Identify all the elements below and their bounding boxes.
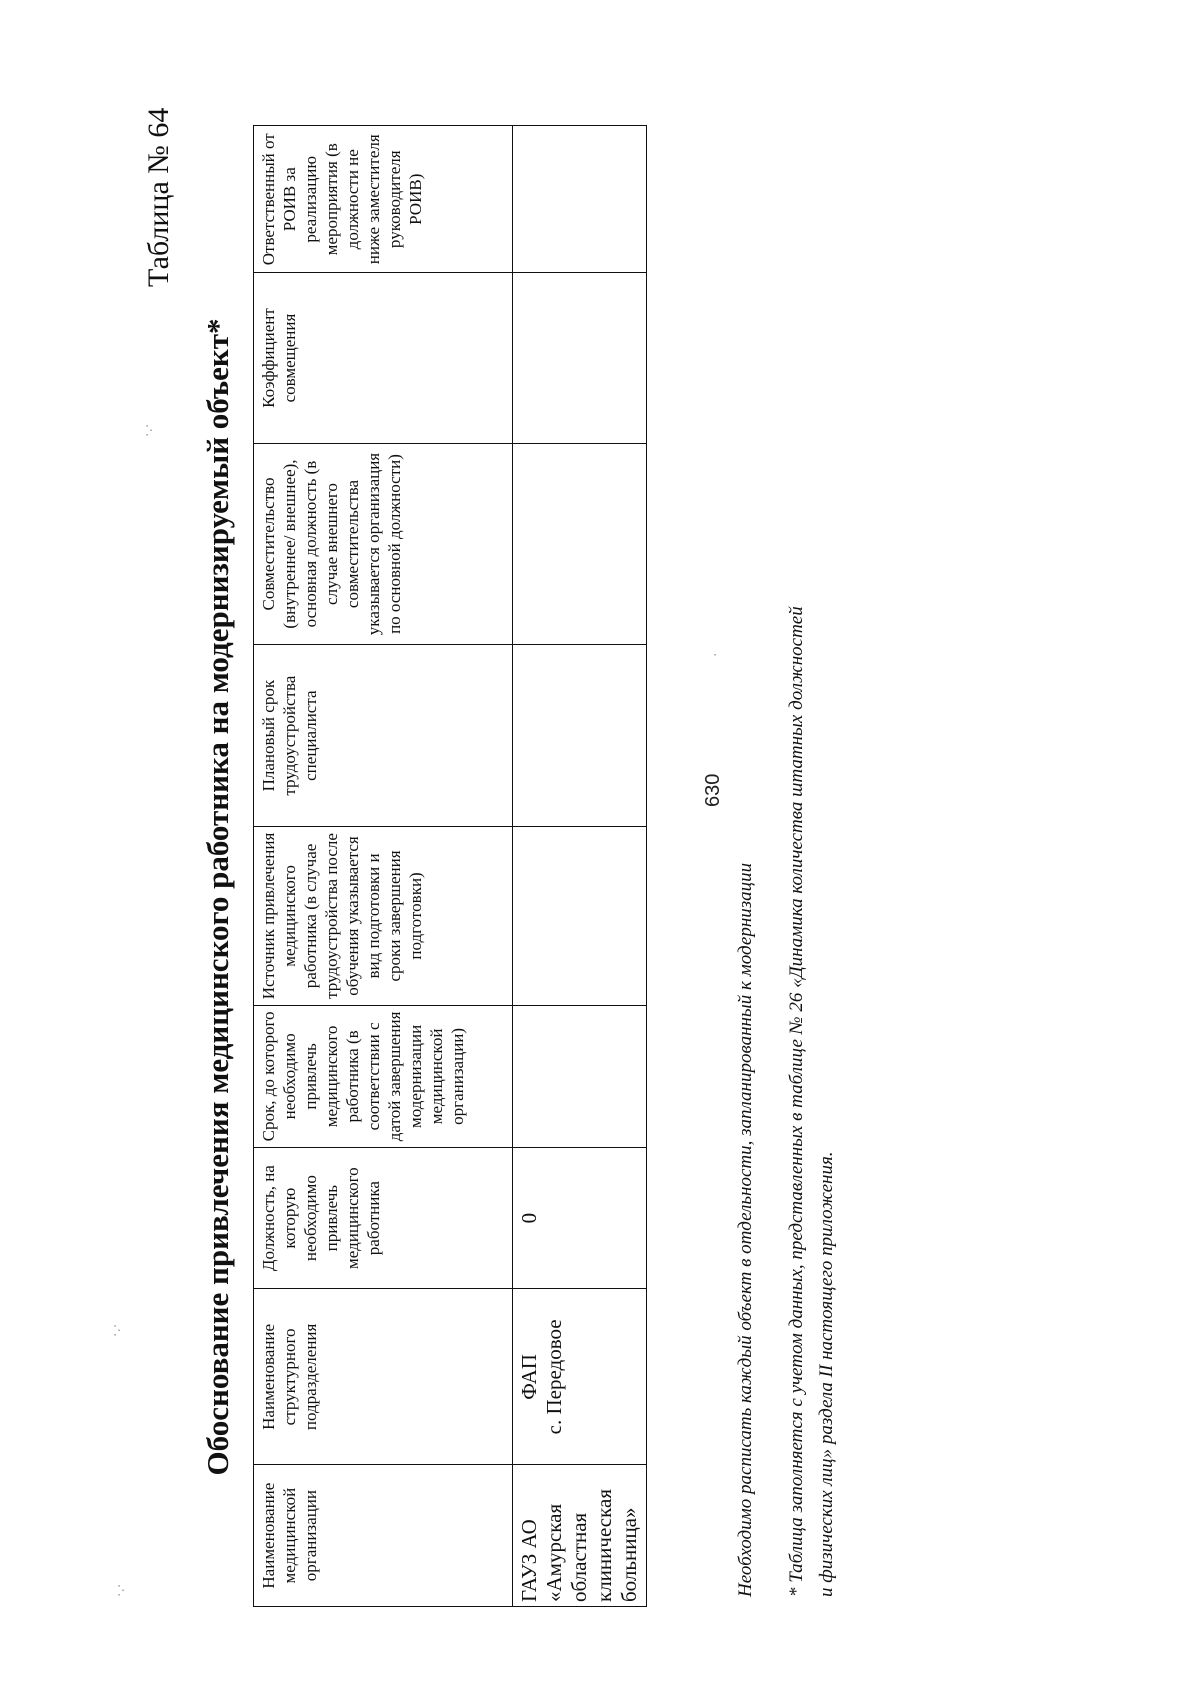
header-unit-name: Наименование структурного подразделения <box>254 1289 513 1465</box>
header-position: Должность, на которую необходимо привлечь медицинского работника <box>254 1147 513 1289</box>
footnote: * Таблица заполняется с учетом данных, представленных в таблице № 26 «Динамика количества штатных должностей и физических лиц» раздела II настоящего приложения. <box>786 606 837 1597</box>
header-responsible: Ответственный от РОИВ за реализацию мероприятия (в должности не ниже заместителя руководителя РОИВ) <box>254 126 513 274</box>
cell-coefficient <box>513 273 647 443</box>
cell-unit-name <box>513 1289 647 1465</box>
table-number: Таблица № 64 <box>142 107 175 287</box>
header-deadline: Срок, до которого необходимо привлечь медицинского работника (в соответствии с датой завершения модернизации медицинской организации) <box>254 1006 513 1148</box>
cell-combination <box>513 443 647 645</box>
cell-deadline <box>513 1006 647 1148</box>
document-title: Обоснование привлечения медицинского работника на модернизируемый объект* <box>200 318 235 1476</box>
cell-unit-line1: ФАП <box>517 1354 541 1400</box>
rotated-page <box>40 47 1160 1667</box>
header-source: Источник привлечения медицинского работника (в случае трудоустройства после обучения указывается вид подготовки и сроки завершения подготовки) <box>254 826 513 1005</box>
scan-speck: ·.· <box>112 1583 128 1597</box>
table-row <box>513 126 647 1607</box>
scan-speck: ·.· <box>140 423 156 437</box>
cell-unit-line2: с. Передовое <box>542 1319 566 1435</box>
table-header-row <box>254 126 513 1607</box>
cell-position: 0 <box>513 1147 647 1289</box>
cell-org-name: ГАУЗ АО «Амурская областная клиническая больница» <box>513 1465 647 1607</box>
note-each-object: Необходимо расписать каждый объект в отдельности, запланированный к модернизации <box>735 862 756 1597</box>
scan-speck: · <box>708 652 724 657</box>
header-planned-date: Плановый срок трудоустройства специалиста <box>254 645 513 826</box>
header-coefficient: Коэффициент совмещения <box>254 273 513 443</box>
header-org-name: Наименование медицинской организации <box>254 1465 513 1607</box>
cell-responsible <box>513 126 647 274</box>
page-number: 630 <box>702 773 724 807</box>
scan-speck: ·.· <box>108 1323 124 1337</box>
cell-source <box>513 826 647 1005</box>
justification-table <box>253 125 647 1607</box>
header-combination: Совместительство (внутреннее/ внешнее), основная должность (в случае внешнего совместительства указывается организация по основной должности) <box>254 443 513 645</box>
cell-planned-date <box>513 645 647 826</box>
